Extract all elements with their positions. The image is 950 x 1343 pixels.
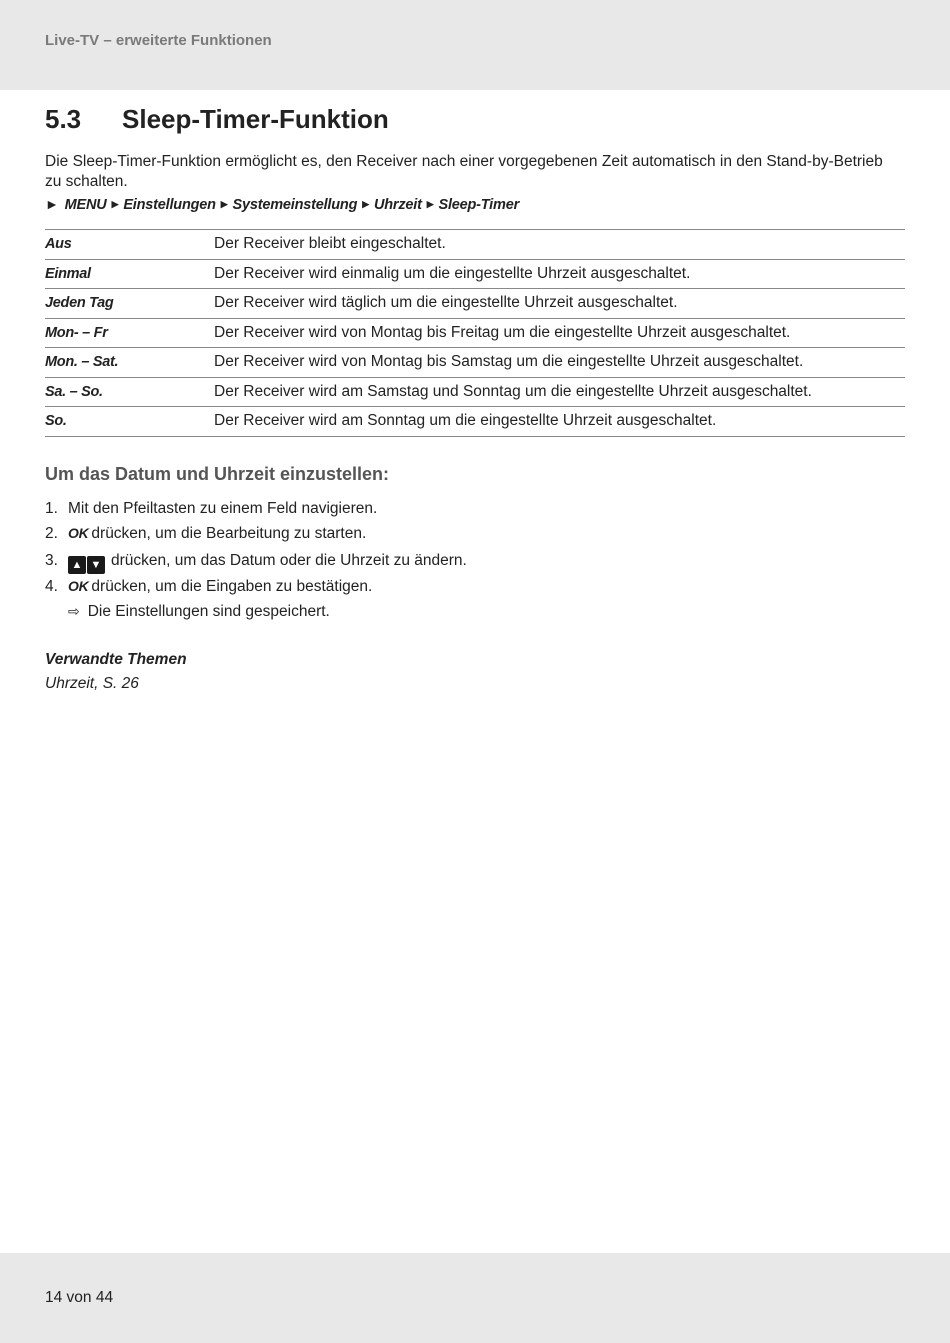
table-row xyxy=(45,407,905,437)
section-title: Sleep-Timer-Funktion xyxy=(122,104,389,134)
chevron-right-icon: ▶ xyxy=(220,199,228,209)
step-text: drücken, um das Datum oder die Uhrzeit zu ändern. xyxy=(111,552,467,569)
chevron-right-icon: ▶ xyxy=(362,199,369,209)
section-heading xyxy=(45,104,389,135)
table-row xyxy=(45,259,905,289)
option-name: So. xyxy=(45,407,214,437)
arrow-keys xyxy=(68,549,106,578)
menu-path xyxy=(45,196,519,213)
option-name: Aus xyxy=(45,230,214,260)
option-description: Der Receiver bleibt eingeschaltet. xyxy=(214,230,905,260)
table-row xyxy=(45,377,905,407)
intro-text: Die Sleep-Timer-Funktion ermöglicht es, den Receiver nach einer vorgegebenen Zeit automatisch in den Stand-by-Betrieb zu schalten. xyxy=(45,153,883,190)
options-table xyxy=(45,229,905,437)
option-name: Jeden Tag xyxy=(45,289,214,319)
table-row xyxy=(45,289,905,319)
step-number: 4. xyxy=(45,578,58,595)
option-description: Der Receiver wird am Samstag und Sonntag um die eingestellte Uhrzeit ausgeschaltet. xyxy=(214,377,905,407)
option-description: Der Receiver wird einmalig um die eingestellte Uhrzeit ausgeschaltet. xyxy=(214,259,905,289)
step-result xyxy=(45,599,467,623)
menu-path-item: Sleep-Timer xyxy=(438,197,520,213)
table-row xyxy=(45,318,905,348)
result-arrow-icon: ⇨ xyxy=(68,603,80,619)
related-topics-heading: Verwandte Themen xyxy=(45,651,187,668)
header-title: Live-TV – erweiterte Funktionen xyxy=(45,32,272,49)
chevron-right-icon: ▶ xyxy=(111,199,119,209)
page-header xyxy=(0,0,950,90)
option-name: Mon. – Sat. xyxy=(45,348,214,378)
option-description: Der Receiver wird am Sonntag um die eingestellte Uhrzeit ausgeschaltet. xyxy=(214,407,905,437)
option-description: Der Receiver wird von Montag bis Freitag um die eingestellte Uhrzeit ausgeschaltet. xyxy=(214,318,905,348)
menu-path-item: Einstellungen xyxy=(123,197,216,213)
menu-path-item: Systemeinstellung xyxy=(232,197,358,213)
chevron-right-icon: ▶ xyxy=(426,199,434,209)
ok-key-label: OK xyxy=(68,525,89,541)
menu-path-item: Uhrzeit xyxy=(373,197,422,213)
option-name: Sa. – So. xyxy=(45,377,214,407)
option-description: Der Receiver wird von Montag bis Samstag um die eingestellte Uhrzeit ausgeschaltet. xyxy=(214,348,905,378)
page-footer xyxy=(0,1253,950,1343)
down-arrow-key-icon: ▼ xyxy=(87,556,105,574)
step-item xyxy=(45,498,467,522)
table-row xyxy=(45,348,905,378)
step-number: 1. xyxy=(45,500,58,517)
step-item xyxy=(45,546,467,575)
step-text: Mit den Pfeiltasten zu einem Feld navigieren. xyxy=(68,500,378,517)
step-number: 2. xyxy=(45,525,58,542)
step-text: drücken, um die Bearbeitung zu starten. xyxy=(91,525,367,542)
step-item xyxy=(45,575,467,599)
table-row xyxy=(45,230,905,260)
page-number: 14 von 44 xyxy=(45,1289,114,1306)
ok-key-label: OK xyxy=(68,578,89,594)
menu-path-item: MENU xyxy=(64,197,107,213)
instruction-steps xyxy=(45,498,467,623)
section-number: 5.3 xyxy=(45,104,82,134)
option-name: Mon- – Fr xyxy=(45,318,214,348)
step-text: drücken, um die Eingaben zu bestätigen. xyxy=(91,578,373,595)
step-item xyxy=(45,522,467,546)
related-topic-link[interactable]: Uhrzeit, S. 26 xyxy=(45,675,139,692)
instructions-heading: Um das Datum und Uhrzeit einzustellen: xyxy=(45,464,390,484)
triangle-right-icon: ► xyxy=(45,196,59,212)
option-description: Der Receiver wird täglich um die eingestellte Uhrzeit ausgeschaltet. xyxy=(214,289,905,319)
option-name: Einmal xyxy=(45,259,214,289)
up-arrow-key-icon: ▲ xyxy=(68,556,86,574)
result-text: Die Einstellungen sind gespeichert. xyxy=(87,603,330,620)
step-number: 3. xyxy=(45,552,58,569)
